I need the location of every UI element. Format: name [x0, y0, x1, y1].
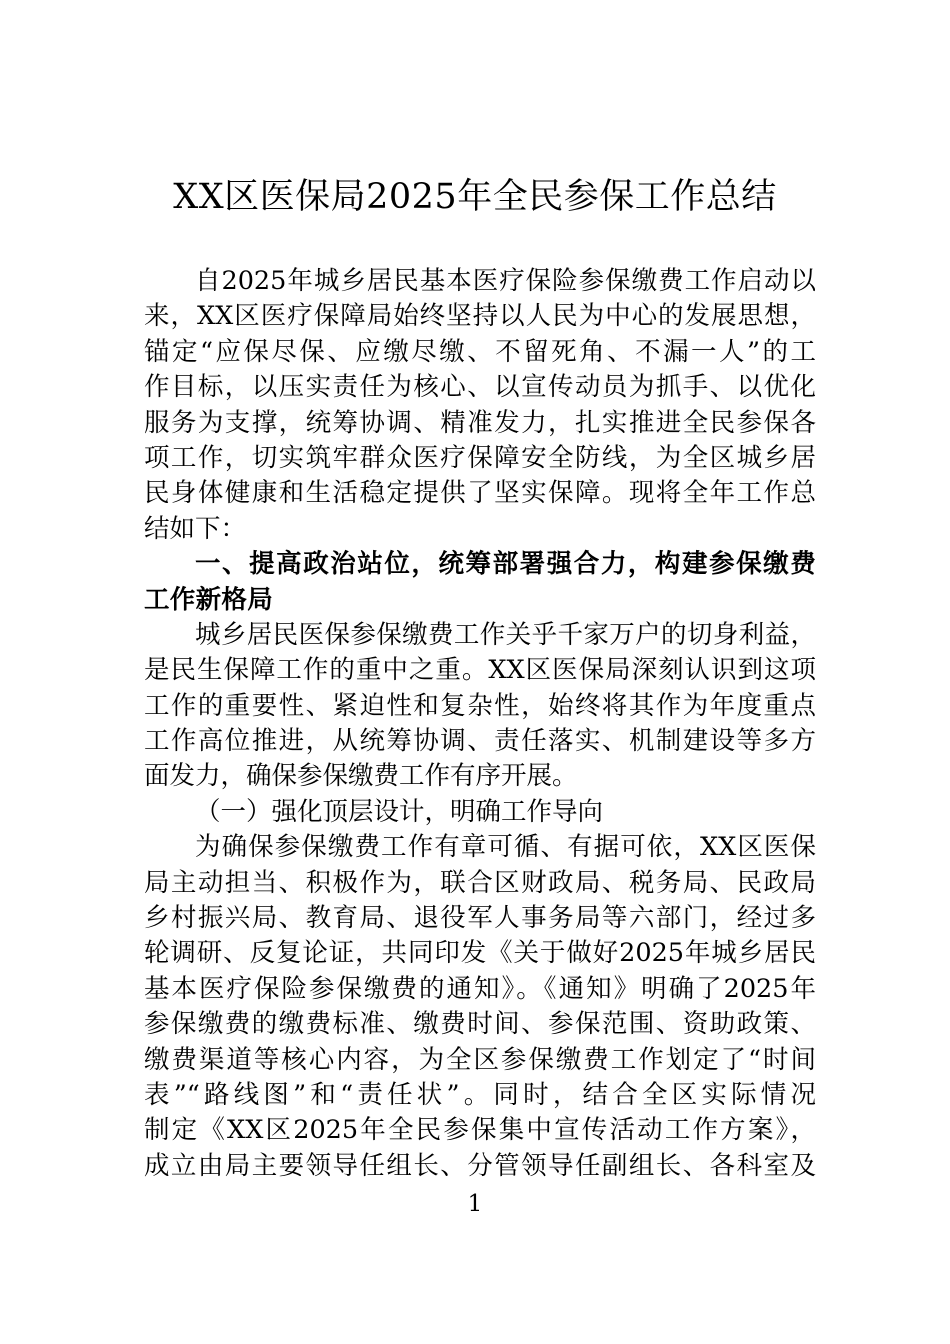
- body-line: 轮调研、反复论证，共同印发《关于做好2025年城乡居民: [144, 938, 816, 969]
- body-line: 服务为支撑，统筹协调、精准发力，扎实推进全民参保各: [144, 407, 816, 438]
- body-line: 参保缴费的缴费标准、缴费时间、参保范围、资助政策、: [144, 1009, 816, 1040]
- body-line: 为确保参保缴费工作有章可循、有据可依，XX区医保: [195, 832, 816, 863]
- document-body: [144, 264, 816, 1184]
- body-line: 民身体健康和生活稳定提供了坚实保障。现将全年工作总: [144, 478, 816, 509]
- body-line: 项工作，切实筑牢群众医疗保障安全防线，为全区城乡居: [144, 442, 816, 473]
- body-line: 成立由局主要领导任组长、分管领导任副组长、各科室及: [144, 1150, 816, 1181]
- body-line: 城乡居民医保参保缴费工作关乎千家万户的切身利益，: [195, 619, 816, 650]
- body-line: 表”“路线图”和“责任状”。同时，结合全区实际情况: [144, 1079, 816, 1110]
- body-line: 来，XX区医疗保障局始终坚持以人民为中心的发展思想，: [144, 301, 816, 332]
- body-line: 是民生保障工作的重中之重。XX区医保局深刻认识到这项: [144, 655, 816, 686]
- body-line: 缴费渠道等核心内容，为全区参保缴费工作划定了“时间: [144, 1044, 816, 1075]
- body-line: 结如下：: [144, 513, 247, 544]
- body-line: 基本医疗保险参保缴费的通知》。《通知》明确了2025年: [144, 973, 816, 1004]
- section-heading-line: 工作新格局: [144, 584, 274, 615]
- section-heading-line: 一、提高政治站位，统筹部署强合力，构建参保缴费: [195, 549, 816, 580]
- page-number: 1: [467, 1191, 483, 1217]
- body-line: 锚定“应保尽保、应缴尽缴、不留死角、不漏一人”的工: [144, 336, 816, 367]
- body-line: 工作高位推进，从统筹协调、责任落实、机制建设等多方: [144, 726, 816, 757]
- body-line: 工作的重要性、紧迫性和复杂性，始终将其作为年度重点: [144, 690, 816, 721]
- body-line: 局主动担当、积极作为，联合区财政局、税务局、民政局: [144, 867, 816, 898]
- document-title: XX区医保局2025年全民参保工作总结: [173, 177, 777, 217]
- subsection-heading: （一）强化顶层设计，明确工作导向: [195, 796, 604, 827]
- body-line: 作目标，以压实责任为核心、以宣传动员为抓手、以优化: [144, 372, 816, 403]
- body-line: 乡村振兴局、教育局、退役军人事务局等六部门，经过多: [144, 903, 816, 934]
- body-line: 自2025年城乡居民基本医疗保险参保缴费工作启动以: [195, 266, 816, 296]
- body-line: 面发力，确保参保缴费工作有序开展。: [144, 761, 578, 792]
- body-line: 制定《XX区2025年全民参保集中宣传活动工作方案》，: [144, 1115, 816, 1146]
